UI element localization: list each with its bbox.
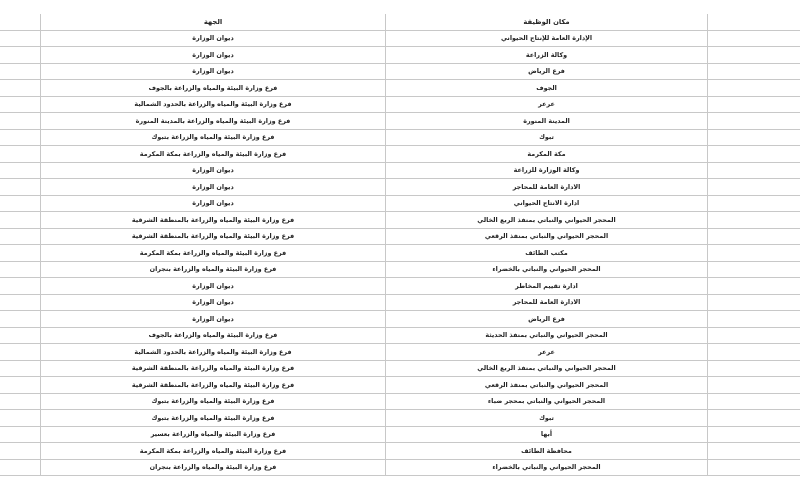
empty-cell-right[interactable] xyxy=(707,130,800,146)
empty-cell-right[interactable] xyxy=(707,97,800,113)
location-cell[interactable]: المحجر الحيواني والنباتي بمحجر ضباء xyxy=(385,394,707,410)
table-row xyxy=(0,278,800,295)
empty-cell-right[interactable] xyxy=(707,212,800,228)
entity-cell[interactable]: ديوان الوزارة xyxy=(40,47,385,63)
empty-cell-left[interactable] xyxy=(0,377,40,393)
entity-cell[interactable]: فرع وزارة البيئة والمياه والزراعة بتبوك xyxy=(40,394,385,410)
empty-cell-left[interactable] xyxy=(0,97,40,113)
empty-cell-left[interactable] xyxy=(0,394,40,410)
empty-cell-right[interactable] xyxy=(707,278,800,294)
table-row xyxy=(0,179,800,196)
location-cell[interactable]: فرع الرياض xyxy=(385,311,707,327)
empty-cell-left[interactable] xyxy=(0,245,40,261)
empty-cell-left[interactable] xyxy=(0,179,40,195)
header-entity[interactable]: الجهة xyxy=(40,14,385,30)
empty-cell-left[interactable] xyxy=(0,344,40,360)
entity-cell[interactable]: ديوان الوزارة xyxy=(40,311,385,327)
empty-cell-right[interactable] xyxy=(707,113,800,129)
empty-cell-left[interactable] xyxy=(0,278,40,294)
empty-cell-left[interactable] xyxy=(0,31,40,47)
table-row xyxy=(0,245,800,262)
table-row xyxy=(0,377,800,394)
empty-cell-right[interactable] xyxy=(707,344,800,360)
entity-cell[interactable]: فرع وزارة البيئة والمياه والزراعة بمكة المكرمة xyxy=(40,146,385,162)
table-row xyxy=(0,47,800,64)
table-row xyxy=(0,80,800,97)
empty-cell-right[interactable] xyxy=(707,80,800,96)
entity-cell[interactable]: فرع وزارة البيئة والمياه والزراعة بالمنطقة الشرقية xyxy=(40,229,385,245)
empty-cell-right[interactable] xyxy=(707,295,800,311)
empty-cell-right[interactable] xyxy=(707,146,800,162)
entity-cell[interactable]: فرع وزارة البيئة والمياه والزراعة بالجوف xyxy=(40,328,385,344)
table-row xyxy=(0,229,800,246)
empty-cell-left[interactable] xyxy=(0,410,40,426)
empty-cell-left[interactable] xyxy=(0,295,40,311)
location-cell[interactable]: المحجر الحيواني والنباتي بمنفذ الرقعي xyxy=(385,229,707,245)
empty-cell-right[interactable] xyxy=(707,443,800,459)
location-cell[interactable]: تبوك xyxy=(385,130,707,146)
table-row xyxy=(0,130,800,147)
location-cell[interactable]: الادارة العامة للمحاجر xyxy=(385,295,707,311)
entity-cell[interactable]: فرع وزارة البيئة والمياه والزراعة بالمنطقة الشرقية xyxy=(40,377,385,393)
table-row xyxy=(0,328,800,345)
empty-cell-right[interactable] xyxy=(707,47,800,63)
entity-cell[interactable]: ديوان الوزارة xyxy=(40,295,385,311)
table-row xyxy=(0,427,800,444)
empty-cell-right[interactable] xyxy=(707,377,800,393)
empty-cell-left[interactable] xyxy=(0,14,40,30)
location-cell[interactable]: المحجر الحيواني والنباتي بمنفذ الربع الخالي xyxy=(385,212,707,228)
empty-cell-right[interactable] xyxy=(707,14,800,30)
table-row xyxy=(0,163,800,180)
empty-cell-left[interactable] xyxy=(0,47,40,63)
empty-cell-right[interactable] xyxy=(707,361,800,377)
empty-cell-right[interactable] xyxy=(707,262,800,278)
empty-cell-right[interactable] xyxy=(707,179,800,195)
entity-cell[interactable]: فرع وزارة البيئة والمياه والزراعة بنجران xyxy=(40,262,385,278)
empty-cell-right[interactable] xyxy=(707,31,800,47)
empty-cell-left[interactable] xyxy=(0,427,40,443)
table-row xyxy=(0,212,800,229)
entity-cell[interactable]: ديوان الوزارة xyxy=(40,278,385,294)
table-row xyxy=(0,31,800,48)
empty-cell-right[interactable] xyxy=(707,328,800,344)
entity-cell[interactable]: فرع وزارة البيئة والمياه والزراعة بالجوف xyxy=(40,80,385,96)
empty-cell-left[interactable] xyxy=(0,130,40,146)
table-row xyxy=(0,64,800,81)
empty-cell-left[interactable] xyxy=(0,212,40,228)
empty-cell-right[interactable] xyxy=(707,163,800,179)
empty-cell-left[interactable] xyxy=(0,311,40,327)
table-row xyxy=(0,410,800,427)
entity-cell[interactable]: ديوان الوزارة xyxy=(40,196,385,212)
location-cell[interactable]: فرع الرياض xyxy=(385,64,707,80)
empty-cell-right[interactable] xyxy=(707,64,800,80)
location-cell[interactable]: تبوك xyxy=(385,410,707,426)
empty-cell-right[interactable] xyxy=(707,311,800,327)
empty-cell-left[interactable] xyxy=(0,361,40,377)
empty-cell-left[interactable] xyxy=(0,262,40,278)
entity-cell[interactable]: ديوان الوزارة xyxy=(40,31,385,47)
table-row xyxy=(0,295,800,312)
location-cell[interactable]: الادارة العامة للمحاجر xyxy=(385,179,707,195)
location-cell[interactable]: مكة المكرمة xyxy=(385,146,707,162)
entity-cell[interactable]: ديوان الوزارة xyxy=(40,64,385,80)
location-cell[interactable]: المحجر الحيواني والنباتي بمنفذ الرقعي xyxy=(385,377,707,393)
empty-cell-left[interactable] xyxy=(0,64,40,80)
entity-cell[interactable]: ديوان الوزارة xyxy=(40,179,385,195)
header-row xyxy=(0,14,800,31)
entity-cell[interactable]: فرع وزارة البيئة والمياه والزراعة بتبوك xyxy=(40,130,385,146)
table-row xyxy=(0,344,800,361)
empty-cell-left[interactable] xyxy=(0,328,40,344)
location-cell[interactable]: المحجر الحيواني والنباتي بمنفذ الربع الخالي xyxy=(385,361,707,377)
location-cell[interactable]: المحجر الحيواني والنباتي بالخضراء xyxy=(385,262,707,278)
location-cell[interactable]: أبها xyxy=(385,427,707,443)
empty-cell-left[interactable] xyxy=(0,196,40,212)
table-row xyxy=(0,361,800,378)
empty-cell-right[interactable] xyxy=(707,427,800,443)
location-cell[interactable]: ادارة الانتاج الحيواني xyxy=(385,196,707,212)
table-row xyxy=(0,146,800,163)
location-cell[interactable]: عرعر xyxy=(385,344,707,360)
table-row xyxy=(0,97,800,114)
empty-cell-left[interactable] xyxy=(0,146,40,162)
table-row xyxy=(0,443,800,460)
empty-cell-right[interactable] xyxy=(707,196,800,212)
table-row xyxy=(0,394,800,411)
entity-cell[interactable]: فرع وزارة البيئة والمياه والزراعة بالحدود الشمالية xyxy=(40,344,385,360)
empty-cell-right[interactable] xyxy=(707,460,800,476)
location-cell[interactable]: محافظة الطائف xyxy=(385,443,707,459)
entity-cell[interactable]: فرع وزارة البيئة والمياه والزراعة بتبوك xyxy=(40,410,385,426)
empty-cell-left[interactable] xyxy=(0,460,40,476)
empty-cell-left[interactable] xyxy=(0,113,40,129)
empty-cell-right[interactable] xyxy=(707,229,800,245)
location-cell[interactable]: المحجر الحيواني والنباتي بمنفذ الحديثة xyxy=(385,328,707,344)
header-location[interactable]: مكان الوظيفة xyxy=(385,14,707,30)
empty-cell-right[interactable] xyxy=(707,245,800,261)
entity-cell[interactable]: ديوان الوزارة xyxy=(40,163,385,179)
location-cell[interactable]: الجوف xyxy=(385,80,707,96)
table-row xyxy=(0,311,800,328)
location-cell[interactable]: عرعر xyxy=(385,97,707,113)
empty-cell-left[interactable] xyxy=(0,229,40,245)
entity-cell[interactable]: فرع وزارة البيئة والمياه والزراعة بالمدينة المنورة xyxy=(40,113,385,129)
location-cell[interactable]: مكتب الطائف xyxy=(385,245,707,261)
table-row xyxy=(0,262,800,279)
entity-cell[interactable]: فرع وزارة البيئة والمياه والزراعة بالمنطقة الشرقية xyxy=(40,361,385,377)
location-cell[interactable]: الإدارة العامة للإنتاج الحيواني xyxy=(385,31,707,47)
table-row xyxy=(0,196,800,213)
table-row xyxy=(0,460,800,477)
empty-cell-right[interactable] xyxy=(707,410,800,426)
empty-cell-right[interactable] xyxy=(707,394,800,410)
entity-cell[interactable]: فرع وزارة البيئة والمياه والزراعة بمكة المكرمة xyxy=(40,443,385,459)
entity-cell[interactable]: فرع وزارة البيئة والمياه والزراعة بالحدود الشمالية xyxy=(40,97,385,113)
location-cell[interactable]: المدينة المنورة xyxy=(385,113,707,129)
location-cell[interactable]: المحجر الحيواني والنباتي بالخضراء xyxy=(385,460,707,476)
location-cell[interactable]: ادارة تقييم المخاطر xyxy=(385,278,707,294)
location-cell[interactable]: وكالة الوزارة للزراعة xyxy=(385,163,707,179)
entity-cell[interactable]: فرع وزارة البيئة والمياه والزراعة بعسير xyxy=(40,427,385,443)
empty-cell-left[interactable] xyxy=(0,443,40,459)
entity-cell[interactable]: فرع وزارة البيئة والمياه والزراعة بمكة المكرمة xyxy=(40,245,385,261)
empty-cell-left[interactable] xyxy=(0,163,40,179)
entity-cell[interactable]: فرع وزارة البيئة والمياه والزراعة بنجران xyxy=(40,460,385,476)
table-row xyxy=(0,113,800,130)
entity-cell[interactable]: فرع وزارة البيئة والمياه والزراعة بالمنطقة الشرقية xyxy=(40,212,385,228)
location-cell[interactable]: وكالة الزراعة xyxy=(385,47,707,63)
empty-cell-left[interactable] xyxy=(0,80,40,96)
